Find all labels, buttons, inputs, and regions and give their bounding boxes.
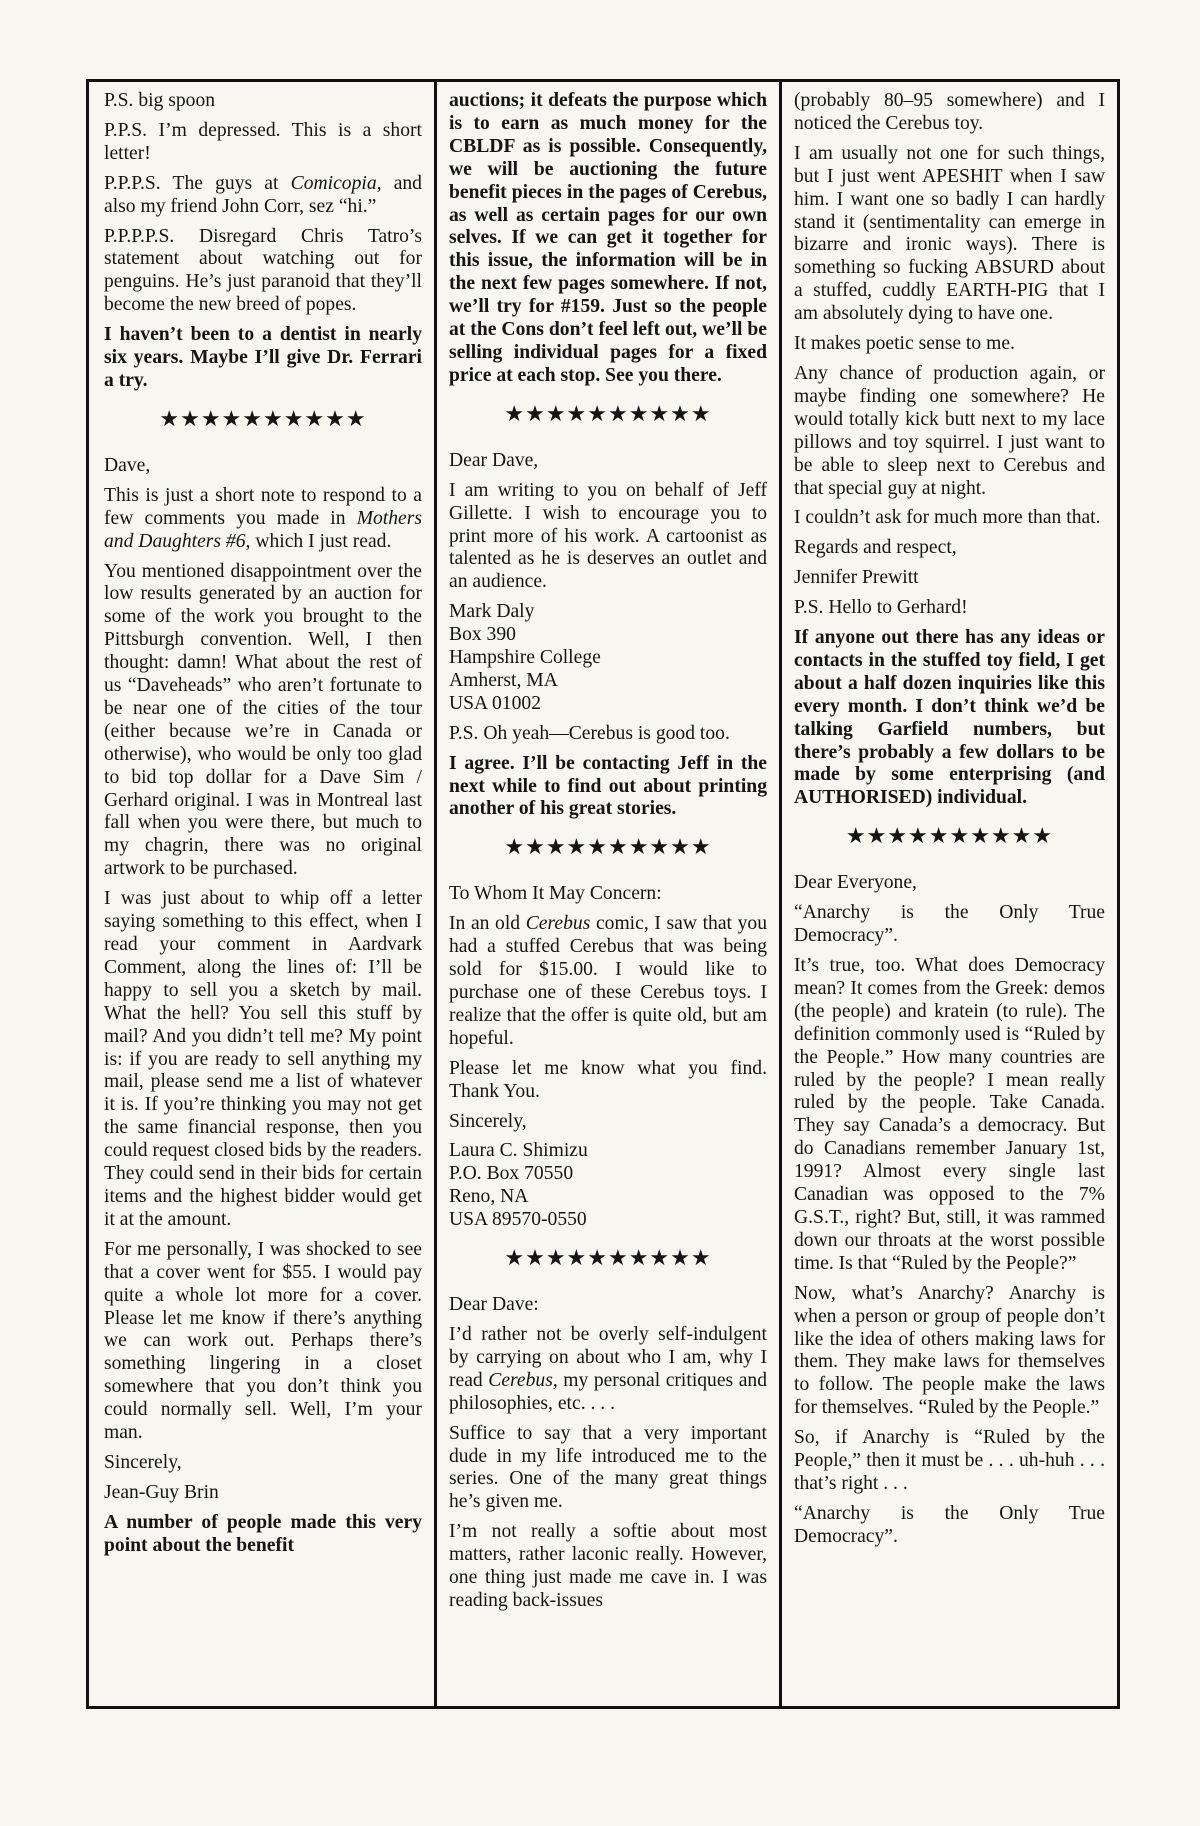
letter-signature: Jean-Guy Brin	[104, 1481, 219, 1503]
column-2	[434, 82, 779, 1706]
letter-paragraph: Suffice to say that a very important dude in my life introduced me to the series. One of the many great things he’s given me.	[449, 1422, 767, 1513]
letter-paragraph: “Anarchy is the Only True Democracy”.	[794, 1502, 1105, 1547]
letter-salutation: Dear Dave,	[449, 449, 539, 471]
letter-paragraph: I’m not really a softie about most matters, rather laconic really. However, one thing just made me cave in. I was reading back-issues	[449, 1521, 767, 1611]
letter-salutation: Dave,	[104, 454, 151, 476]
address-line: Box 390	[449, 624, 516, 646]
letter-paragraph: I am usually not one for such things, but I just went APESHIT when I saw him. I want one so badly I can hardly stand it (sentimentality can emerge in bizarre and ironic ways). There is something so fucking ABSURD about a stuffed, cuddly EARTH-PIG that I am absolutely dying to have one.	[794, 142, 1105, 325]
letter-paragraph: I am writing to you on behalf of Jeff Gillette. I wish to encourage you to print more of his work. A cartoonist as talented as he is deserves an outlet and an audience.	[449, 479, 767, 593]
letter-paragraph: So, if Anarchy is “Ruled by the People,” then it must be . . . uh-huh . . . that’s right . . .	[794, 1427, 1105, 1494]
star-divider: ★★★★★★★★★★	[504, 834, 712, 860]
letter-paragraph: I was just about to whip off a letter saying something to this effect, when I read your comment in Aardvark Comment, along the lines of: I’ll be happy to sell you a sketch by mail. What the hell? You sell this stuff by mail? And you didn’t tell me? My point is: if you are ready to sell anything my mail, please send me a list of whatever it is. If you’re thinking you may not get the same financial response, then you could request closed bids by the readers. They could send in their bids for certain items and the highest bidder would get it at the amount.	[104, 888, 422, 1230]
letter-paragraph: I’d rather not be overly self-indulgent by carrying on about who I am, why I read Cerebus, my personal critiques and philosophies, etc. . . .	[449, 1323, 767, 1414]
letter-paragraph: For me personally, I was shocked to see that a cover went for $55. I would pay quite a whole lot more for a cover. Please let me know if there’s anything we can work out. Perhaps there’s something lingering in a closet somewhere that you don’t think you could normally sell. Well, I’m your man.	[104, 1238, 422, 1444]
address-line: Reno, NA	[449, 1186, 529, 1208]
letter-paragraph: (probably 80–95 somewhere) and I noticed the Cerebus toy.	[794, 90, 1105, 134]
star-divider: ★★★★★★★★★★	[504, 1245, 712, 1271]
letter-paragraph: Now, what’s Anarchy? Anarchy is when a person or group of people don’t like the idea of others making laws for them. They make laws for themselves to follow. The people make the laws for themselves. “Ruled by the People.”	[794, 1282, 1105, 1419]
letter-ps: P.P.P.S. The guys at Comicopia, and also my friend John Corr, sez “hi.”	[104, 172, 422, 217]
star-divider: ★★★★★★★★★★	[159, 405, 367, 431]
letter-ps: P.S. big spoon	[104, 90, 216, 111]
letter-ps: P.P.S. I’m depressed. This is a short letter!	[104, 119, 422, 164]
address-line: Hampshire College	[449, 647, 601, 669]
address-line: P.O. Box 70550	[449, 1163, 574, 1185]
star-divider: ★★★★★★★★★★	[504, 400, 712, 426]
address-line: USA 01002	[449, 692, 541, 714]
letter-paragraph: This is just a short note to respond to a few comments you made in Mothers and Daughters #6, which I just read.	[104, 484, 422, 552]
letter-paragraph: Please let me know what you find. Thank You.	[449, 1057, 767, 1102]
address-line: Mark Daly	[449, 601, 535, 623]
address-line: Laura C. Shimizu	[449, 1140, 588, 1162]
editor-reply: auctions; it defeats the purpose which is to earn as much money for the CBLDF as is possible. Consequently, we will be auctioning the future benefit pieces in the pages of Cerebus, as well as certain pages for our own selves. If we can get it together for this issue, the information will be in the next few pages somewhere. If not, we’ll try for #159. Just so the people at the Cons don’t feel left out, we’ll be selling individual pages for a fixed price at each stop. See you there.	[449, 90, 767, 386]
letter-paragraph: “Anarchy is the Only True Democracy”.	[794, 902, 1105, 947]
editor-reply: A number of people made this very point about the benefit	[104, 1511, 422, 1556]
letter-closing: Regards and respect,	[794, 537, 957, 559]
letter-closing: Sincerely,	[104, 1451, 182, 1473]
column-3	[779, 82, 1117, 1706]
letter-ps: P.S. Oh yeah—Cerebus is good too.	[449, 722, 730, 744]
star-divider: ★★★★★★★★★★	[845, 823, 1054, 849]
editor-reply: I haven’t been to a dentist in nearly six years. Maybe I’ll give Dr. Ferrari a try.	[104, 324, 422, 391]
address-line: USA 89570-0550	[449, 1209, 587, 1231]
letter-paragraph: Any chance of production again, or maybe finding one somewhere? He would totally kick butt next to my lace pillows and toy squirrel. I just want to be able to sleep next to Cerebus and that special guy at night.	[794, 362, 1105, 499]
letter-salutation: Dear Everyone,	[794, 872, 917, 894]
letter-ps: P.P.P.P.S. Disregard Chris Tatro’s statement about watching out for penguins. He’s just paranoid that they’ll become the new breed of popes.	[104, 225, 422, 316]
letter-signature: Jennifer Prewitt	[794, 567, 919, 589]
letter-ps: P.S. Hello to Gerhard!	[794, 597, 968, 619]
letters-frame	[86, 79, 1120, 1709]
column-1	[89, 82, 434, 1706]
letter-paragraph: I couldn’t ask for much more than that.	[794, 507, 1101, 529]
letter-closing: Sincerely,	[449, 1110, 527, 1132]
letter-paragraph: It makes poetic sense to me.	[794, 333, 1015, 355]
editor-reply: I agree. I’ll be contacting Jeff in the next while to find out about printing another of his great stories.	[449, 752, 767, 820]
editor-reply: If anyone out there has any ideas or contacts in the stuffed toy field, I get about a half dozen inquiries like this every month. I don’t think we’d be talking Garfield numbers, but there’s probably a few dollars to be made by some enterprising (and AUTHORISED) individual.	[794, 627, 1105, 809]
letter-paragraph: It’s true, too. What does Democracy mean? It comes from the Greek: demos (the people) and kratein (to rule). The definition commonly used is “Ruled by the People.” How many countries are ruled by the people? I mean really ruled by the people. Take Canada. They say Canada’s a democracy. But do Canadians remember January 1st, 1991? Almost every single last Canadian was opposed to the 7% G.S.T., right? But, still, it was rammed down our throats at the worst possible time. Is that “Ruled by the People?”	[794, 955, 1105, 1274]
letter-address	[449, 1140, 767, 1232]
letter-paragraph: In an old Cerebus comic, I saw that you had a stuffed Cerebus that was being sold for $15.00. I would like to purchase one of these Cerebus toys. I realize that the offer is quite old, but am hopeful.	[449, 913, 767, 1049]
letter-salutation: Dear Dave:	[449, 1294, 539, 1316]
address-line: Amherst, MA	[449, 669, 558, 691]
letter-salutation: To Whom It May Concern:	[449, 883, 662, 905]
letter-address	[449, 601, 767, 716]
letter-paragraph: You mentioned disappointment over the low results generated by an auction for some of the work you brought to the Pittsburgh convention. Well, I then thought: damn! What about the rest of us “Daveheads” who aren’t fortunate to be near one of the cities of the tour (either because we’re in Canada or otherwise), who would be only too glad to bid top dollar for a Dave Sim / Gerhard original. I was in Montreal last fall when you were there, but much to my chagrin, there was no original artwork to be purchased.	[104, 560, 422, 880]
